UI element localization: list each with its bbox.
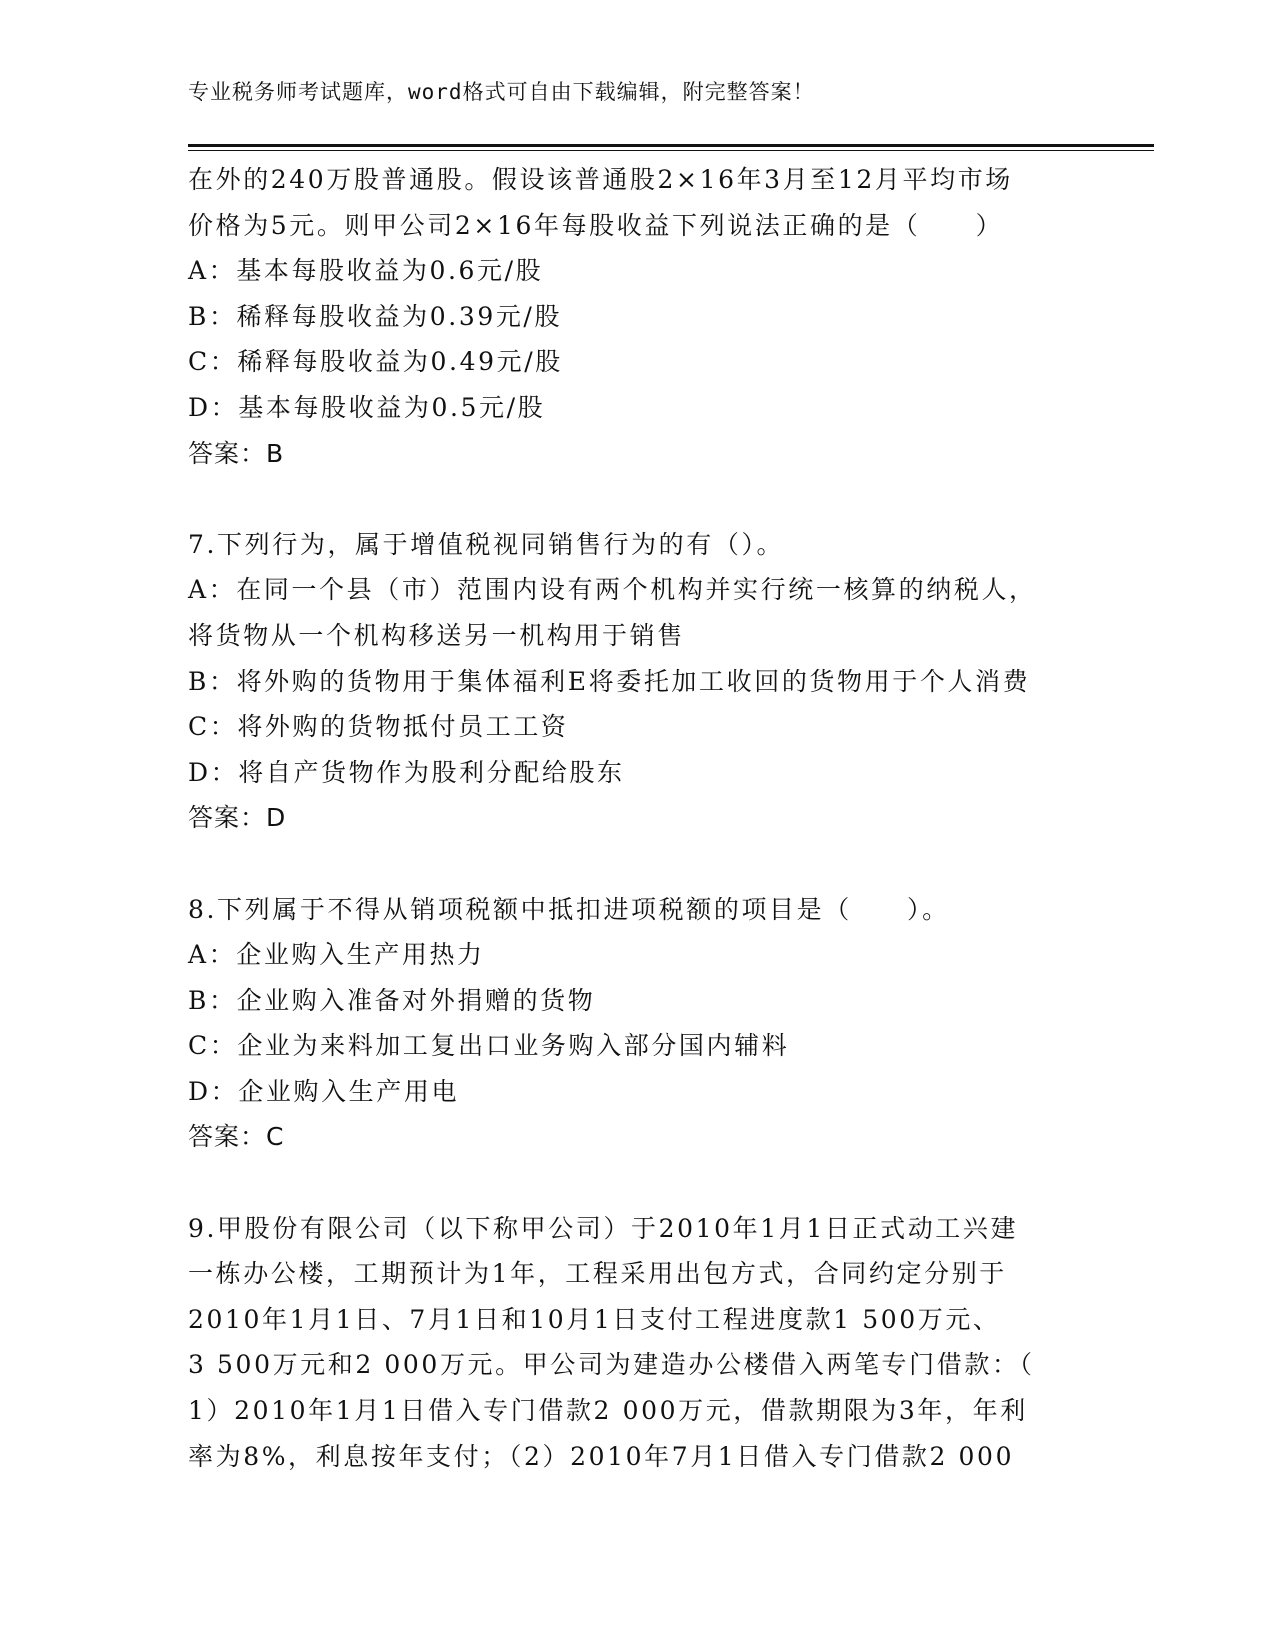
option-a: A：企业购入生产用热力 (188, 940, 485, 970)
question-stem-line: 8.下列属于不得从销项税额中抵扣进项税额的项目是（ ）。 (188, 894, 950, 924)
spacer (188, 476, 1108, 522)
question-stem-line: 2010年1月1日、7月1日和10月1日支付工程进度款1 500万元、 (188, 1304, 1001, 1334)
question-stem-line: 率为8%，利息按年支付；（2）2010年7月1日借入专门借款2 000 (188, 1441, 1015, 1471)
option-b: B：将外购的货物用于集体福利E将委托加工收回的货物用于个人消费 (188, 666, 1031, 696)
question-9 (188, 1206, 1108, 1480)
header-rule-thick (188, 144, 1154, 147)
question-stem-line: 在外的240万股普通股。假设该普通股2×16年3月至12月平均市场 (188, 165, 1013, 194)
option-c: C：稀释每股收益为0.49元/股 (188, 347, 563, 377)
option-d: D：企业购入生产用电 (188, 1076, 460, 1106)
question-6 (188, 157, 1108, 476)
option-a: A：基本每股收益为0.6元/股 (188, 256, 544, 286)
option-d: D：将自产货物作为股利分配给股东 (188, 757, 625, 787)
answer-label: 答案：C (188, 1122, 285, 1152)
answer-label: 答案：D (188, 803, 287, 833)
option-a-continued: 将货物从一个机构移送另一机构用于销售 (188, 620, 685, 650)
option-d: D：基本每股收益为0.5元/股 (188, 392, 546, 422)
option-b: B：稀释每股收益为0.39元/股 (188, 301, 563, 331)
spacer (188, 841, 1108, 887)
option-a: A：在同一个县（市）范围内设有两个机构并实行统一核算的纳税人， (188, 575, 1037, 605)
question-stem-line: 价格为5元。则甲公司2×16年每股收益下列说法正确的是（ ） (188, 210, 1004, 240)
header-rule-thin (188, 150, 1154, 151)
question-stem-line: 7.下列行为，属于增值税视同销售行为的有（）。 (188, 529, 785, 559)
question-stem-line: 1）2010年1月1日借入专门借款2 000万元，借款期限为3年，年利 (188, 1396, 1028, 1426)
question-stem-line: 9.甲股份有限公司（以下称甲公司）于2010年1月1日正式动工兴建 (188, 1213, 1019, 1243)
question-8 (188, 887, 1108, 1161)
question-stem-line: 3 500万元和2 000万元。甲公司为建造办公楼借入两笔专门借款：（ (188, 1350, 1035, 1380)
page-header: 专业税务师考试题库，word格式可自由下载编辑，附完整答案！ (188, 80, 815, 104)
option-c: C：将外购的货物抵付员工工资 (188, 712, 569, 742)
option-c: C：企业为来料加工复出口业务购入部分国内辅料 (188, 1031, 790, 1061)
document-body (188, 157, 1108, 1479)
spacer (188, 1160, 1108, 1206)
answer-label: 答案：B (188, 438, 285, 468)
question-7 (188, 522, 1108, 841)
question-stem-line: 一栋办公楼，工期预计为1年，工程采用出包方式，合同约定分别于 (188, 1259, 1007, 1289)
option-b: B：企业购入准备对外捐赠的货物 (188, 985, 596, 1015)
